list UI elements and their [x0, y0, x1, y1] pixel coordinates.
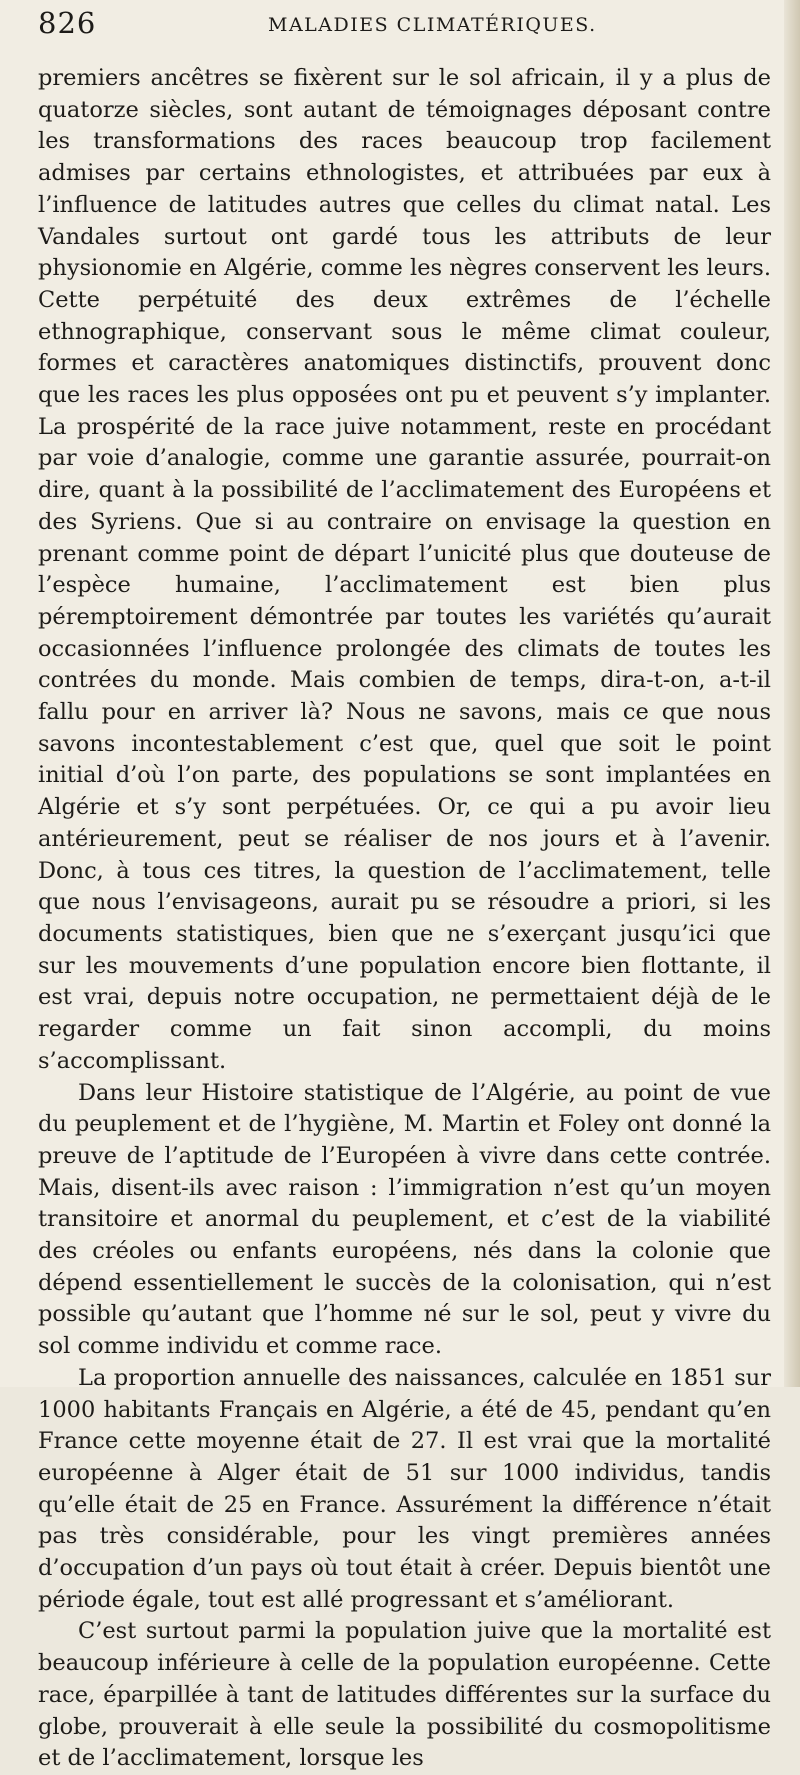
- page-header: [38, 0, 758, 50]
- running-head: MALADIES CLIMATÉRIQUES.: [268, 14, 597, 36]
- page-number: 826: [38, 6, 97, 40]
- paragraph-3: La proportion annuelle des naissances, calculée en 1851 sur 1000 habitants Français en Algérie, a été de 45, pendant qu’en France cette moyenne était de 27. Il est vrai que la mortalité européenne à Alger était de 51 sur 1000 individus, tandis qu’elle était de 25 en France. Assurément la différence n’était pas très considérable, pour les vingt premières années d’occupation d’un pays où tout était à créer. Depuis bientôt une période égale, tout est allé progressant et s’améliorant.: [38, 1364, 771, 1613]
- paragraph-1: premiers ancêtres se fixèrent sur le sol africain, il y a plus de quatorze siècles, sont autant de témoignages déposant contre les transformations des races beaucoup trop facilement admises par certains ethnologistes, et attribuées par eux à l’influence de latitudes autres que celles du climat natal. Les Vandales surtout ont gardé tous les attributs de leur physionomie en Algérie, comme les nègres conservent les leurs. Cette perpétuité des deux extrêmes de l’échelle ethnographique, conservant sous le même climat couleur, formes et caractères anatomiques distinctifs, prouvent donc que les races les plus opposées ont pu et peuvent s’y implanter. La prospérité de la race juive notamment, reste en procédant par voie d’analogie, comme une garantie assurée, pourrait-on dire, quant à la possibilité de l’acclimatement des Européens et des Syriens. Que si au contraire on envisage la question en prenant comme point de départ l’unicité plus que douteuse de l’espèce humaine, l’acclimatement est bien plus péremptoirement démontrée par toutes les variétés qu’aurait occasionnées l’influence prolongée des climats de toutes les contrées du monde. Mais combien de temps, dira-t-on, a-t-il fallu pour en arriver là? Nous ne savons, mais ce que nous savons incontestablement c’est que, quel que soit le point initial d’où l’on parte, des populations se sont implantées en Algérie et s’y sont perpétuées. Or, ce qui a pu avoir lieu antérieurement, peut se réaliser de nos jours et à l’avenir. Donc, à tous ces titres, la question de l’acclimatement, telle que nous l’envisageons, aurait pu se résoudre a priori, si les documents statistiques, bien que ne s’exerçant jusqu’ici que sur les mouvements d’une population encore bien flottante, il est vrai, depuis notre occupation, ne permettaient déjà de le regarder comme un fait sinon accompli, du moins s’accomplissant.: [38, 65, 771, 1074]
- paragraph-2: Dans leur Histoire statistique de l’Algérie, au point de vue du peuplement et de l’hygiène, M. Martin et Foley ont donné la preuve de l’aptitude de l’Européen à vivre dans cette contrée. Mais, disent-ils avec raison : l’immigration n’est qu’un moyen transitoire et anormal du peuplement, et c’est de la viabilité des créoles ou enfants européens, nés dans la colonie que dépend essentiellement le succès de la colonisation, qui n’est possible qu’autant que l’homme né sur le sol, peut y vivre du sol comme individu et comme race.: [38, 1079, 771, 1360]
- page-edge-shadow: [784, 0, 800, 1387]
- paragraph-4: C’est surtout parmi la population juive que la mortalité est beaucoup inférieure à celle de la population européenne. Cette race, éparpillée à tant de latitudes différentes sur la surface du globe, prouverait à elle seule la possibilité du cosmopolitisme et de l’acclimatement, lorsque les: [38, 1618, 771, 1772]
- body-text: [38, 63, 771, 1775]
